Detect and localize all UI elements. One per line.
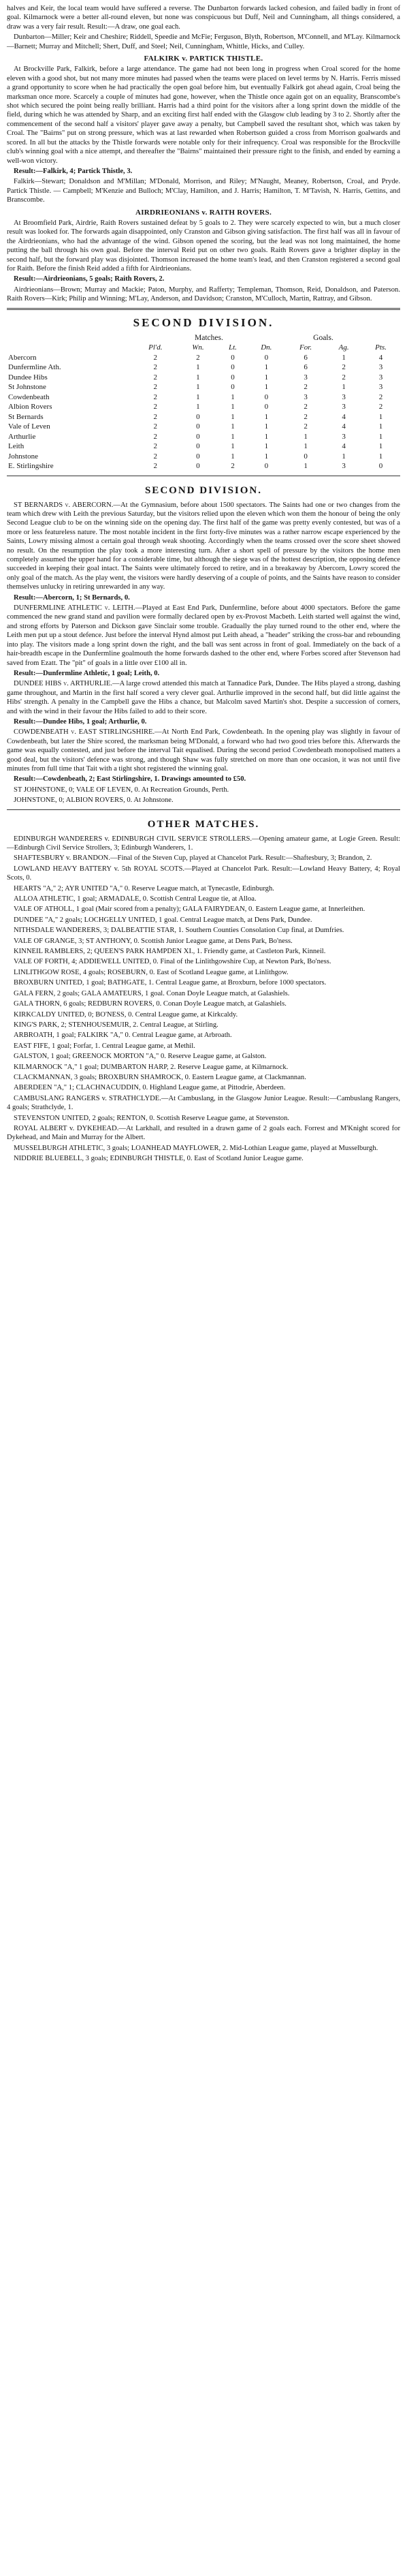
other-matches-list xyxy=(7,835,400,1164)
table-cell: 1 xyxy=(231,432,235,441)
column-header: Dn. xyxy=(261,343,272,352)
team-name: Cowdenbeath xyxy=(8,392,50,401)
table-cell: 1 xyxy=(231,412,235,421)
match-result-item: EAST FIFE, 1 goal; Forfar, 1. Central League game, at Methil. xyxy=(14,1042,195,1050)
table-row xyxy=(7,402,400,412)
match-result-item: VALE OF GRANGE, 3; ST ANTHONY, 0. Scottish Junior League game, at Dens Park, Bo'ness. xyxy=(14,937,293,945)
second-division-title: SECOND DIVISION. xyxy=(144,484,263,496)
match-result-item: NIDDRIE BLUEBELL, 3 goals; EDINBURGH THISTLE, 0. East of Scotland Junior League game. xyxy=(14,1155,304,1163)
table-row xyxy=(7,382,400,392)
match-result-item: STEVENSTON UNITED, 2 goals; RENTON, 0. Scottish Reserve League game, at Stevenston. xyxy=(14,1114,290,1122)
match-result-item: VALE OF ATHOLL, 1 goal (Mair scored from a penalty); GALA FAIRYDEAN, 0. Eastern League game, at Innerleithen. xyxy=(14,905,365,914)
table-cell: 2 xyxy=(153,353,158,362)
team-name: Abercorn xyxy=(8,353,37,362)
table-cell: 1 xyxy=(304,462,308,471)
report-heading: COWDENBEATH v. EAST STIRLINGSHIRE. xyxy=(14,728,155,736)
table-row xyxy=(7,441,400,452)
table-cell: 1 xyxy=(264,412,269,421)
match-result-item: KINNEIL RAMBLERS, 2; QUEEN'S PARK HAMPDEN XI., 1. Friendly game, at Castleton Park, Kinneil. xyxy=(14,948,326,956)
table-cell: 0 xyxy=(231,353,235,362)
table-cell: 0 xyxy=(196,462,200,471)
report-cowdenbeath-east-stirling xyxy=(7,728,400,783)
table-row xyxy=(7,432,400,442)
league-group-header-row xyxy=(7,333,400,343)
match-result-item: ALLOA ATHLETIC, 1 goal; ARMADALE, 0. Scottish Central League tie, at Alloa. xyxy=(14,895,257,903)
table-cell: 3 xyxy=(342,392,346,401)
table-cell: 2 xyxy=(342,373,346,382)
table-cell: 1 xyxy=(196,383,200,392)
match-result-item: VALE OF FORTH, 4; ADDIEWELL UNITED, 0. Final of the Linlithgowshire Cup, at Newton Park, Bo'ness. xyxy=(14,958,331,966)
table-cell: 1 xyxy=(231,442,235,451)
match-result-item: LINLITHGOW ROSE, 4 goals; ROSEBURN, 0. East of Scotland League game, at Linlithgow. xyxy=(14,968,289,976)
match-result-item: SHAFTESBURY v. BRANDON.—Final of the Steven Cup, played at Chancelot Park. Result:—Shaftesbury, 3; Brandon, 2. xyxy=(14,854,372,863)
table-cell: 0 xyxy=(231,383,235,392)
table-cell: 1 xyxy=(342,452,346,461)
column-header: Wn. xyxy=(192,343,204,352)
report-paragraph xyxy=(7,728,400,773)
section-divider xyxy=(7,308,400,310)
column-header: Ag. xyxy=(338,343,349,352)
table-cell: 0 xyxy=(264,392,269,401)
table-cell: 2 xyxy=(304,403,308,412)
table-cell: 1 xyxy=(231,392,235,401)
match-result-item: KIRKCALDY UNITED, 0; BO'NESS, 0. Central League game, at Kirkcaldy. xyxy=(14,1010,238,1019)
newspaper-page xyxy=(0,0,407,1172)
report-body: —At the Gymnasium, before about 1500 spectators. The Saints had one or two changes from the team which drew with Leith the previous Saturday, but the visitors relied upon the eleven which won them the honour of being the only Second League club to be on the winning side on the opening day. The first half of the game was pretty evenly contested, but was of a more or less featureless nature. The most notable incident in the first forty-five minutes was a rather narrow escape experienced by the Saints, Lowry missing almost a certain goal through weak shooting. Accordingly when the teams crossed over the score sheet showed no result. On the resumption the play took a more interesting turn. After a short spell of pressure by the visitors the home men completely assumed the upper hand for a considerable time, but although the siege was of the hottest description, the opposing defence succeeded in keeping their goal intact. The Saints were ultimately forced to retire, and in a breakaway by Abercorn, Lowry scored the only goal of the match. As the play went, the visitors were hardly deserving of a couple of points, and the Saints have reason to consider themselves unlucky in retiring unrewarded in any way. xyxy=(7,501,400,591)
table-cell: 1 xyxy=(264,422,269,431)
table-cell: 3 xyxy=(342,432,346,441)
table-cell: 1 xyxy=(264,383,269,392)
match-result-item: CAMBUSLANG RANGERS v. STRATHCLYDE.—At Cambuslang, in the Glasgow Junior League. Result:—Cambuslang Rangers, 4 goals; Strathclyde, 1. xyxy=(7,1094,400,1112)
column-header: For. xyxy=(299,343,312,352)
team-name: St Bernards xyxy=(8,412,44,421)
table-cell: 3 xyxy=(342,462,346,471)
report-heading: FALKIRK v. PARTICK THISTLE. xyxy=(144,55,263,63)
report-heading: ST BERNARDS v. ABERCORN. xyxy=(14,501,114,509)
table-cell: 1 xyxy=(378,432,383,441)
table-cell: 2 xyxy=(153,383,158,392)
table-row xyxy=(7,373,400,383)
table-cell: 2 xyxy=(304,422,308,431)
table-cell: 2 xyxy=(153,412,158,421)
table-cell: 4 xyxy=(342,422,346,431)
table-cell: 0 xyxy=(196,442,200,451)
table-cell: 2 xyxy=(231,462,235,471)
match-result-item: GALA FERN, 2 goals; GALA AMATEURS, 1 goal. Conan Doyle League match, at Galashiels. xyxy=(14,989,290,997)
table-cell: 4 xyxy=(342,412,346,421)
table-cell: 1 xyxy=(342,383,346,392)
table-cell: 0 xyxy=(264,462,269,471)
table-cell: 2 xyxy=(378,403,383,412)
table-cell: 1 xyxy=(264,442,269,451)
match-result-item: KILMARNOCK "A," 1 goal; DUMBARTON HARP, 2. Reserve League game, at Kilmarnock. xyxy=(14,1063,289,1071)
match-result-item: KING'S PARK, 2; STENHOUSEMUIR, 2. Central League, at Stirling. xyxy=(14,1021,218,1029)
table-cell: 1 xyxy=(378,422,383,431)
short-result: JOHNSTONE, 0; ALBION ROVERS, 0. At Johnstone. xyxy=(14,796,174,805)
short-result: ST JOHNSTONE, 0; VALE OF LEVEN, 0. At Recreation Grounds, Perth. xyxy=(14,786,229,794)
table-cell: 1 xyxy=(304,432,308,441)
report-heading: DUNDEE HIBS v. ARTHURLIE. xyxy=(14,680,113,688)
report-teams: Airdrieonians—Brown; Murray and Mackie; Paton, Murphy, and Rafferty; Templeman, Thomson, Reid, Donaldson, and Paterson. Raith Rovers—Kirk; Philip and Winning; M'Lay, Anderson, and Davidson; Cranston, M'Culloch, Martin, Rattray, and Gibson. xyxy=(7,285,400,303)
table-row xyxy=(7,452,400,462)
league-column-header-row xyxy=(7,343,400,353)
report-dunfermline-leith xyxy=(7,604,400,678)
goals-group-header: Goals. xyxy=(313,333,333,342)
table-cell: 1 xyxy=(196,403,200,412)
table-cell: 2 xyxy=(153,432,158,441)
table-cell: 0 xyxy=(231,373,235,382)
table-cell: 2 xyxy=(153,363,158,372)
column-header: Pl'd. xyxy=(148,343,163,352)
match-result-item: ROYAL ALBERT v. DYKEHEAD.—At Larkhall, and resulted in a drawn game of 2 goals each. Forrest and M'Knight scored for Dykehead, and Main and Murray for the Albert. xyxy=(7,1124,400,1142)
report-result: Result:—Abercorn, 1; St Bernards, 0. xyxy=(14,593,130,602)
table-row xyxy=(7,392,400,403)
team-name: Vale of Leven xyxy=(8,422,50,431)
match-result-item: BROXBURN UNITED, 1 goal; BATHGATE, 1. Central League game, at Broxburn, before 1000 spectators. xyxy=(14,979,327,987)
table-cell: 1 xyxy=(264,452,269,461)
table-row xyxy=(7,461,400,471)
intro-teams: Dunbarton—Miller; Keir and Cheshire; Riddell, Speedie and McFie; Ferguson, Blyth, Robertson, M'Connell, and M'Lay. Kilmarnock—Barnett; Murray and Mitchell; Shert, Duff, and Steel; Neil, Cunningham, Whittle, Hicks, and Culley. xyxy=(7,33,400,50)
table-cell: 2 xyxy=(153,403,158,412)
table-cell: 1 xyxy=(231,452,235,461)
report-result: Result:—Dunfermline Athletic, 1 goal; Leith, 0. xyxy=(14,669,160,677)
matches-group-header: Matches. xyxy=(195,333,223,342)
table-cell: 2 xyxy=(342,363,346,372)
report-st-bernards-abercorn xyxy=(7,501,400,602)
table-cell: 1 xyxy=(196,363,200,372)
report-falkirk-partick xyxy=(7,55,400,205)
match-result-item: GALSTON, 1 goal; GREENOCK MORTON "A," 0. Reserve League game, at Galston. xyxy=(14,1053,267,1061)
team-name: Johnstone xyxy=(8,452,38,461)
table-row xyxy=(7,412,400,422)
table-cell: 4 xyxy=(342,442,346,451)
table-cell: 0 xyxy=(378,462,383,471)
team-name: E. Stirlingshire xyxy=(8,462,54,471)
table-cell: 1 xyxy=(342,353,346,362)
league-table-body xyxy=(7,353,400,471)
table-cell: 2 xyxy=(378,392,383,401)
table-cell: 0 xyxy=(304,452,308,461)
team-name: Dunfermline Ath. xyxy=(8,363,61,372)
table-cell: 0 xyxy=(196,432,200,441)
report-teams: Falkirk—Stewart; Donaldson and M'Millan; M'Donald, Morrison, and Riley; M'Naught, Meaney, Robertson, Croal, and Pryde. Partick Thistle. — Campbell; M'Kenzie and Bulloch; M'Clay, Hamilton, and J. Harris; Hamilton, T. M'Tavish, N. Harris, Gettins, and Branscombe. xyxy=(7,178,400,204)
table-cell: 0 xyxy=(264,403,269,412)
report-body: —Played at East End Park, Dunfermline, before about 4000 spectators. Before the game commenced the new grand stand and pavilion were formally declared open by ex-Provost Macbeth. Leith started well against the wind, and strong efforts by Paterson and Dickson gave Sinclair some trouble. Gradually the play turned round to the other end, where the Leith men put up a stout defence. Just before the interval Hynd almost put Leith ahead, a "header" striking the cross-bar and rebounding into play. The visitors made a long sprint down the right, and the ball was sent across in front of goal. Immediately on the back of a hair-breadth escape in the Dunfermline goalmouth the home forwards dashed to the other end, where Forbes scored after Stevenson had saved from Ezatt. The "pit" of goals in a little over £100 all in. xyxy=(7,604,400,667)
table-cell: 2 xyxy=(196,353,200,362)
table-cell: 0 xyxy=(231,363,235,372)
table-cell: 1 xyxy=(196,392,200,401)
league-table-title: SECOND DIVISION. xyxy=(133,315,274,329)
column-header: Lt. xyxy=(228,343,237,352)
table-cell: 2 xyxy=(304,383,308,392)
report-result: Result:—Airdrieonians, 5 goals; Raith Rovers, 2. xyxy=(14,275,165,283)
match-result-item: LOWLAND HEAVY BATTERY v. 5th ROYAL SCOTS.—Played at Chancelot Park. Result:—Lowland Heavy Battery, 4; Royal Scots, 0. xyxy=(7,865,400,882)
report-result: Result:—Dundee Hibs, 1 goal; Arthurlie, 0. xyxy=(14,717,147,726)
table-cell: 3 xyxy=(378,383,383,392)
table-cell: 1 xyxy=(378,452,383,461)
report-heading: DUNFERMLINE ATHLETIC v. LEITH. xyxy=(14,604,135,612)
report-paragraph xyxy=(7,604,400,668)
report-body: —At North End Park, Cowdenbeath. In the opening play was slightly in favour of Cowdenbeath, but later the Shire scored, the marksman being M'Donald, a forward who had two good tries before this. Afterwards the game was equally contested, and just before the interval Tait equalised. During the second period Cowdenbeath monopolised matters a good deal, but the visitors' defence was strong, and though Shaw was fully stretched on more than one occasion, it was not until five minutes from full time that Tait with a tight shot registered the winning goal. xyxy=(7,728,401,773)
table-cell: 3 xyxy=(342,403,346,412)
table-cell: 6 xyxy=(304,363,308,372)
other-matches-title: OTHER MATCHES. xyxy=(147,818,260,830)
table-cell: 1 xyxy=(196,373,200,382)
report-result: Result:—Falkirk, 4; Partick Thistle, 3. xyxy=(14,167,133,175)
table-cell: 2 xyxy=(153,462,158,471)
report-result: Result:—Cowdenbeath, 2; East Stirlingshire, 1. Drawings amounted to £50. xyxy=(14,775,246,783)
report-heading: AIRDRIEONIANS v. RAITH ROVERS. xyxy=(135,208,272,217)
table-cell: 3 xyxy=(304,392,308,401)
report-paragraph xyxy=(7,679,400,716)
match-result-item: HEARTS "A," 2; AYR UNITED "A," 0. Reserve League match, at Tynecastle, Edinburgh. xyxy=(14,884,274,893)
table-cell: 2 xyxy=(153,422,158,431)
table-cell: 6 xyxy=(304,353,308,362)
table-cell: 1 xyxy=(378,412,383,421)
table-cell: 2 xyxy=(304,412,308,421)
team-name: St Johnstone xyxy=(8,383,46,392)
table-row xyxy=(7,362,400,373)
report-paragraph xyxy=(7,501,400,592)
table-row xyxy=(7,422,400,432)
table-cell: 2 xyxy=(153,392,158,401)
table-cell: 0 xyxy=(264,353,269,362)
match-result-item: MUSSELBURGH ATHLETIC, 3 goals; LOANHEAD MAYFLOWER, 2. Mid-Lothian League game, played at Musselburgh. xyxy=(14,1144,378,1152)
report-body: At Brockville Park, Falkirk, before a large attendance. The game had not been long in progress when Croal scored for the home eleven with a good shot, but not many more minutes had passed when the teams were placed on level terms by N. Harris. Ferris missed a grand opportunity to score when he had practically the open goal before him, but eventually Falkirk got ahead again, Croal being the marksman once more. Scarcely a couple of minutes had gone, however, when the Thistle once again got on an equality, Branscombe's shot which secured the point being really brilliant. Harris had a third point for the visitors after a long sprint down the middle of the field, during which he was attended by Sharp, and an exciting first half ended with the Glasgow club leading by 3 to 2. Shortly after the commencement of the second half a visitors' player gave away a penalty, but Campbell saved the resultant shot, which was taken by Croal. The "Bairns" put on strong pressure, which was at last rewarded when Robertson guided a cross from Morrison goalwards and scored. In all but the attacks by the Thistle forwards were notable only for their infrequency. Croal was responsible for the Brockville club's winning goal with a nice attempt, and thereafter the "Bairns" maintained their pressure right to the finish, and ended by earning a well-won victory. xyxy=(7,65,400,165)
table-cell: 1 xyxy=(264,432,269,441)
table-cell: 0 xyxy=(196,452,200,461)
team-name: Leith xyxy=(8,442,25,451)
match-result-item: DUNDEE "A," 2 goals; LOCHGELLY UNITED, 1 goal. Central League match, at Dens Park, Dundee. xyxy=(14,916,312,924)
report-airdrie-raith xyxy=(7,208,400,304)
team-name: Dundee Hibs xyxy=(8,373,48,382)
table-cell: 3 xyxy=(304,373,308,382)
league-table xyxy=(7,333,400,471)
table-cell: 3 xyxy=(378,373,383,382)
table-cell: 0 xyxy=(196,422,200,431)
table-cell: 4 xyxy=(378,353,383,362)
table-cell: 1 xyxy=(264,373,269,382)
table-cell: 1 xyxy=(304,442,308,451)
intro-report: halves and Keir, the local team would have suffered a reverse. The Dunbarton forwards lacked cohesion, and failed badly in front of goal. Kilmarnock were a better all-round eleven, but none was conspicuous but Duff, Neil and Cunningham, all things considered, a draw was a very fair result. Result:—A draw, one goal each. xyxy=(7,5,400,31)
report-dundee-hibs-arthurlie xyxy=(7,679,400,726)
table-cell: 2 xyxy=(153,373,158,382)
match-result-item: NITHSDALE WANDERERS, 3; DALBEATTIE STAR, 1. Southern Counties Consolation Cup final, at Dumfries. xyxy=(14,927,344,935)
match-result-item: ARBROATH, 1 goal; FALKIRK "A," 0. Central League game, at Arbroath. xyxy=(14,1031,232,1040)
table-cell: 1 xyxy=(231,422,235,431)
report-body: At Broomfield Park, Airdrie, Raith Rovers sustained defeat by 5 goals to 2. They were scarcely expected to win, but a much closer result was looked for. The forwards again disappointed, only Cranston and Gibson giving satisfaction. The first half was all in favour of the Airdrieonians, who had the advantage of the wind. Gibson opened the scoring, but the lead was not long maintained, the home putting the ball through his own goal. Before the interval Reid put on other two goals. Raith Rovers gave a brighter display in the second half, but the forward play was disjointed. Thomson increased the home team's lead, and then Cranston registered a second goal for Raith. Before the finish Reid added a fifth for Airdrieonians. xyxy=(7,219,400,273)
match-result-item: ABERDEEN "A," 1; CLACHNACUDDIN, 0. Highland League game, at Pittodrie, Aberdeen. xyxy=(14,1084,286,1092)
table-cell: 2 xyxy=(153,442,158,451)
team-name: Albion Rovers xyxy=(8,403,52,412)
report-body: —A large crowd attended this match at Tannadice Park, Dundee. The Hibs played a strong, dashing game throughout, and Martin in the first half scored a very clever goal. Arthurlie improved in the second half, but did little against the Hibs' strength. A penalty in the Campbell gave the Hibs a chance, but Malcolm saved Martin's shot. Despite a succession of corners, and with the wind in their favour the Hibs failed to add to their score. xyxy=(7,680,400,715)
match-result-item: EDINBURGH WANDERERS v. EDINBURGH CIVIL SERVICE STROLLERS.—Opening amateur game, at Logie Green. Result:—Edinburgh Civil Service Strollers, 3; Edinburgh Wanderers, 1. xyxy=(7,835,400,852)
table-row xyxy=(7,353,400,363)
table-cell: 1 xyxy=(231,403,235,412)
match-result-item: GALA THORN, 6 goals; REDBURN ROVERS, 0. Conan Doyle League match, at Galashiels. xyxy=(14,1000,287,1008)
table-cell: 2 xyxy=(153,452,158,461)
column-header: Pts. xyxy=(375,343,387,352)
match-result-item: CLACKMANNAN, 3 goals; BROXBURN SHAMROCK, 0. Eastern League game, at Clackmannan. xyxy=(14,1073,306,1081)
table-cell: 3 xyxy=(378,363,383,372)
table-cell: 1 xyxy=(378,442,383,451)
table-cell: 1 xyxy=(264,363,269,372)
section-divider xyxy=(7,809,400,810)
table-cell: 0 xyxy=(196,412,200,421)
team-name: Arthurlie xyxy=(8,432,36,441)
